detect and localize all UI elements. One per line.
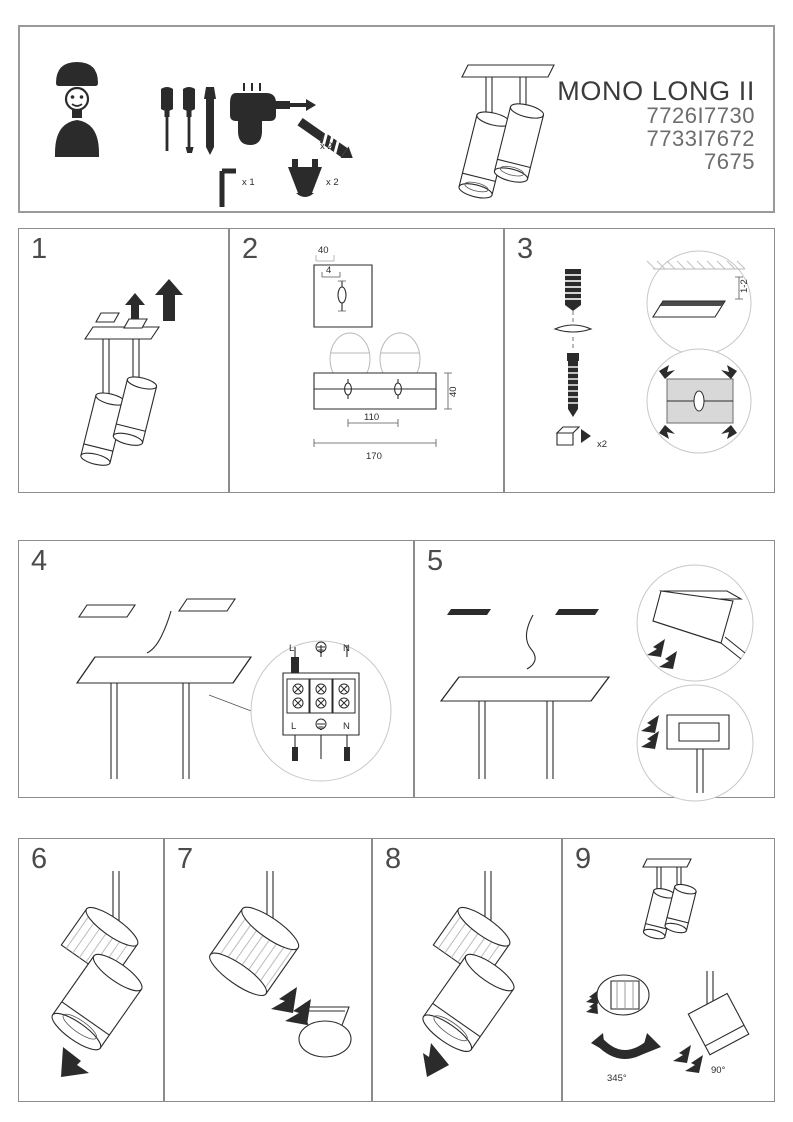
step2-dim-4: 4 bbox=[326, 265, 332, 276]
step-panel-6 bbox=[18, 838, 164, 1102]
step-panel-1 bbox=[18, 228, 229, 493]
screw-count-label: x 2 bbox=[320, 141, 333, 152]
terminal-label-L-top: L bbox=[289, 643, 295, 654]
step4-illustration bbox=[59, 571, 411, 791]
product-title: MONO LONG II bbox=[557, 76, 755, 106]
step-number-1: 1 bbox=[31, 233, 48, 265]
bracket-icon bbox=[222, 171, 236, 207]
step-number-2: 2 bbox=[242, 233, 259, 265]
bracket-count-label: x 1 bbox=[242, 177, 255, 188]
installer-person-icon bbox=[55, 62, 99, 157]
step6-illustration bbox=[29, 861, 163, 1093]
step-panel-9 bbox=[562, 838, 775, 1102]
step8-illustration bbox=[391, 861, 561, 1093]
step2-dim-170: 170 bbox=[366, 451, 382, 462]
step-number-4: 4 bbox=[31, 545, 48, 577]
title-block bbox=[557, 77, 755, 174]
step9-tilt-detail bbox=[673, 971, 749, 1073]
step9-angle-90: 90° bbox=[711, 1065, 726, 1076]
step7-illustration bbox=[179, 861, 373, 1093]
step9-lamp bbox=[643, 859, 697, 941]
product-codes-1: 7726I7730 bbox=[646, 103, 755, 129]
step-number-7: 7 bbox=[177, 843, 194, 875]
screwdrivers-icon bbox=[161, 87, 216, 155]
terminal-label-N-bottom: N bbox=[343, 721, 350, 732]
step-panel-2 bbox=[229, 228, 504, 493]
step7-arrows bbox=[271, 987, 311, 1025]
gu10-bulb-icon bbox=[288, 159, 322, 197]
step2-dim-40-right: 40 bbox=[448, 386, 459, 397]
step9-rotation-arrow bbox=[591, 1033, 661, 1055]
step9-illustration bbox=[579, 849, 775, 1099]
product-codes-2: 7733I7672 bbox=[646, 125, 755, 151]
terminal-label-N-top: N bbox=[343, 643, 350, 654]
step-panel-4 bbox=[18, 540, 414, 798]
step3-x2-label: x2 bbox=[597, 439, 608, 450]
step-number-5: 5 bbox=[427, 545, 444, 577]
step-number-3: 3 bbox=[517, 233, 534, 265]
step9-rotation-detail bbox=[586, 975, 649, 1015]
screw-and-anchor-icon bbox=[296, 116, 356, 164]
step8-arrow bbox=[423, 1043, 449, 1077]
step9-angle-345: 345° bbox=[607, 1073, 627, 1084]
bulb-count-label: x 2 bbox=[326, 177, 339, 188]
step3-dim-1-2: 1-2 bbox=[739, 279, 750, 293]
step2-dim-110: 110 bbox=[364, 412, 380, 423]
step3-illustration bbox=[547, 251, 775, 481]
step-number-9: 9 bbox=[575, 843, 592, 875]
step2-dim-40-top: 40 bbox=[318, 245, 329, 256]
product-codes-3: 7675 bbox=[704, 148, 755, 174]
step-number-6: 6 bbox=[31, 843, 48, 875]
step1-illustration bbox=[45, 259, 225, 489]
step-panel-5 bbox=[414, 540, 775, 798]
step-panel-7 bbox=[164, 838, 372, 1102]
drill-icon bbox=[230, 83, 316, 145]
step2-illustration bbox=[280, 237, 495, 487]
header-panel bbox=[18, 25, 775, 213]
step-panel-8 bbox=[372, 838, 562, 1102]
step-panel-3 bbox=[504, 228, 775, 493]
step6-arrow bbox=[61, 1047, 89, 1077]
step-number-8: 8 bbox=[385, 843, 402, 875]
anchor-screw-stack bbox=[555, 269, 607, 450]
step5-illustration bbox=[429, 565, 769, 790]
terminal-label-L-bottom: L bbox=[291, 721, 297, 732]
